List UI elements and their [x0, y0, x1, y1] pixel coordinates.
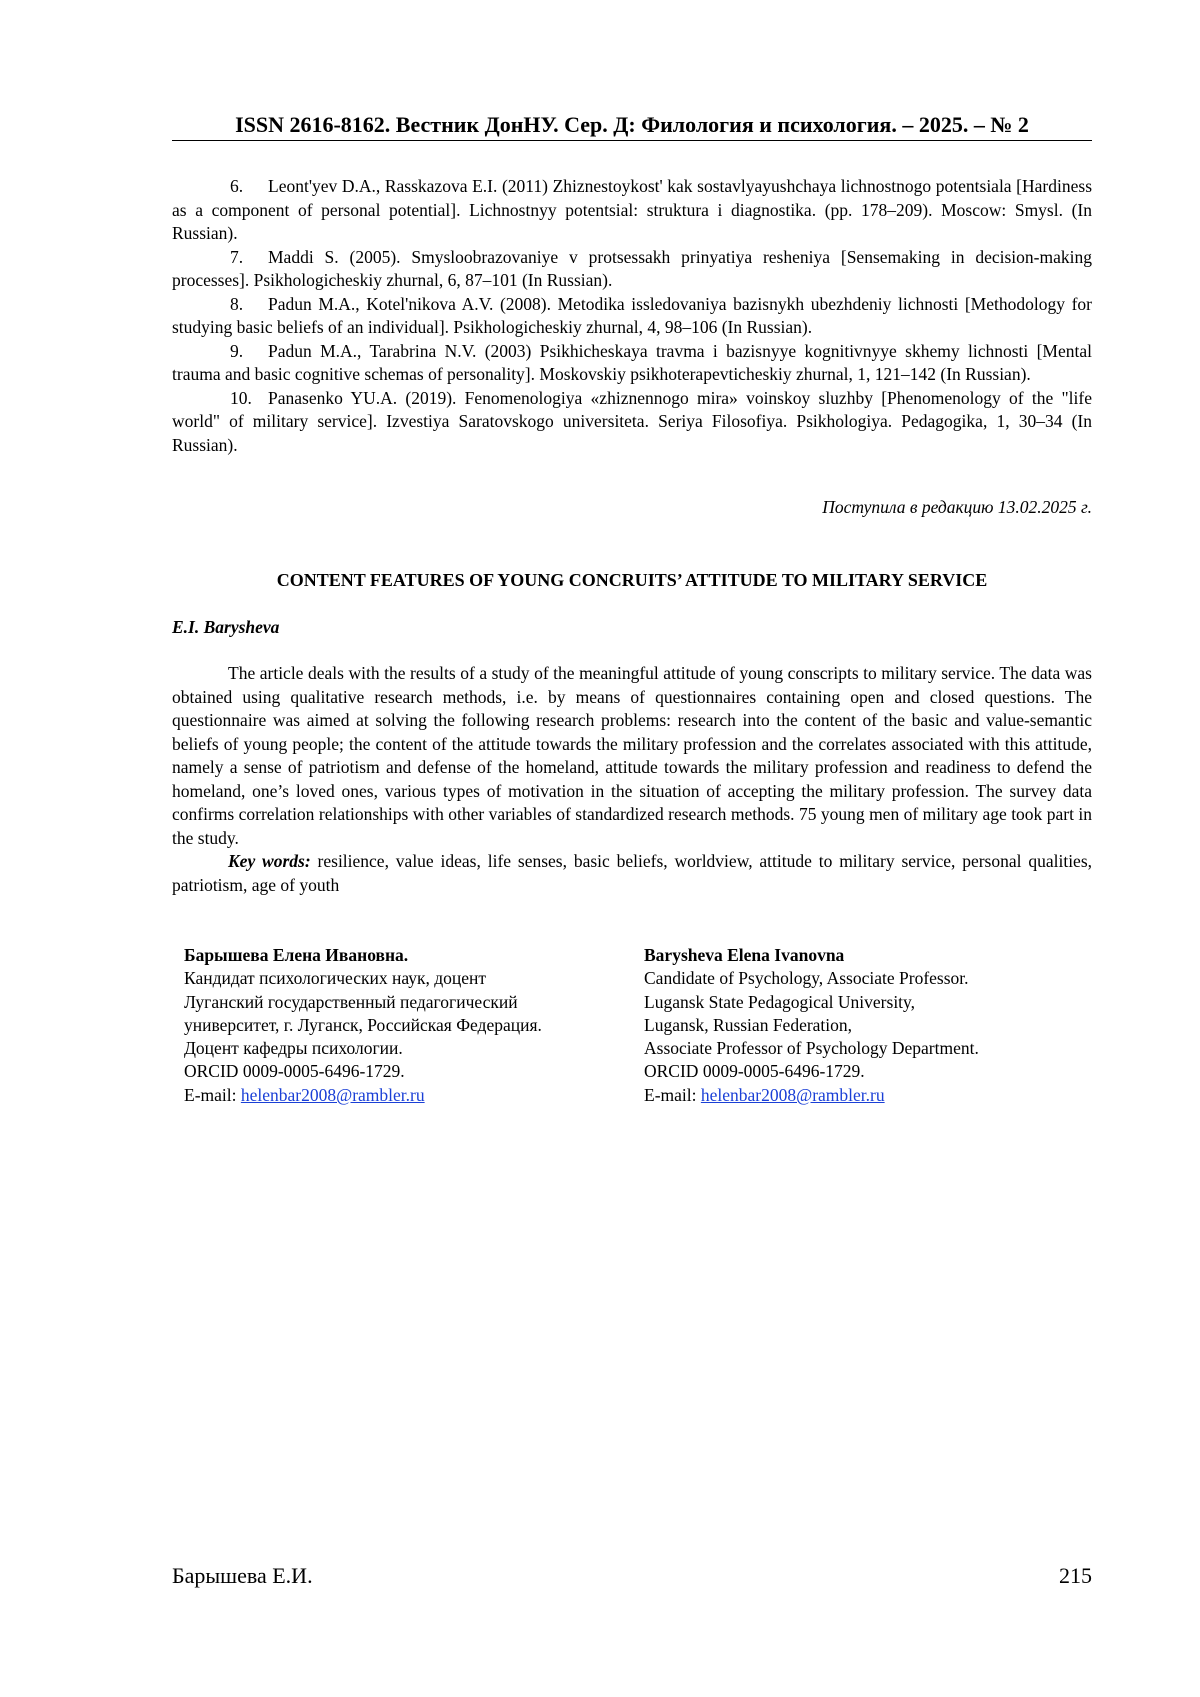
document-page	[172, 0, 1092, 1697]
keywords-text: resilience, value ideas, life senses, basic beliefs, worldview, attitude to military service, personal qualities, patriotism, age of youth	[172, 851, 1093, 895]
reference-item	[172, 293, 1092, 340]
article-title: CONTENT FEATURES OF YOUNG CONCRUITS’ ATTITUDE TO MILITARY SERVICE	[276, 570, 988, 590]
email-line	[644, 1084, 1084, 1107]
author-info-line: Lugansk State Pedagogical University,	[644, 991, 916, 1012]
reference-item	[172, 246, 1092, 293]
abstract	[172, 662, 1092, 897]
reference-list	[172, 175, 1092, 457]
author-info-line: университет, г. Луганск, Российская Федерация.	[184, 1014, 542, 1035]
article-author: E.I. Barysheva	[172, 617, 280, 637]
reference-text: Padun M.A., Kotel'nikova A.V. (2008). Metodika issledovaniya bazisnykh ubezhdeniy lichnosti [Methodology for studying basic beliefs of an individual]. Psikhologicheskiy zhurnal, 4, 98–106 (In Russian).	[172, 293, 1092, 337]
abstract-text: The article deals with the results of a study of the meaningful attitude of young conscripts to military service. The data was obtained using qualitative research methods, i.e. by means of questionnaires containing open and closed questions. The questionnaire was aimed at solving the following research problems: research into the content of the basic and value-semantic beliefs of young people; the content of the attitude towards the military profession and the correlates associated with this attitude, namely a sense of patriotism and defense of the homeland, attitude towards the military profession and readiness to defend the homeland, one’s loved ones, various types of motivation in the situation of accepting the military profession. The survey data confirms correlation relationships with other variables of standardized research methods. 75 young men of military age took part in the study.	[172, 663, 1092, 848]
reference-text: Leont'yev D.A., Rasskazova E.I. (2011) Zhiznestoykost' kak sostavlyayushchaya lichnostnogo potentsiala [Hardiness as a component of personal potential]. Lichnostnyy potentsial: struktura i diagnostika. (pp. 178–209). Moscow: Smysl. (In Russian).	[172, 176, 1092, 243]
author-info-line: Associate Professor of Psychology Department.	[644, 1038, 979, 1059]
author-info-line: Candidate of Psychology, Associate Professor.	[644, 968, 969, 989]
author-name-ru: Барышева Елена Ивановна.	[184, 945, 409, 965]
email-link[interactable]: helenbar2008@rambler.ru	[700, 1084, 885, 1105]
received-date: Поступила в редакцию 13.02.2025 г.	[822, 497, 1092, 517]
reference-item	[172, 340, 1092, 387]
page-number: 215	[1059, 1563, 1092, 1588]
email-link[interactable]: helenbar2008@rambler.ru	[240, 1084, 425, 1105]
reference-number: 9.	[230, 340, 244, 361]
author-name-en: Barysheva Elena Ivanovna	[644, 945, 845, 965]
author-info-line: Луганский государственный педагогический	[184, 991, 518, 1012]
reference-number: 7.	[230, 246, 244, 267]
reference-text: Padun M.A., Tarabrina N.V. (2003) Psikhicheskaya travma i bazisnyye kognitivnyye skhemy lichnosti [Mental trauma and basic cognitive schemas of personality]. Moskovskiy psikhoterapevticheskiy zhurnal, 1, 121–142 (In Russian).	[172, 340, 1092, 384]
footer-author: Барышева Е.И.	[172, 1563, 313, 1588]
reference-text: Maddi S. (2005). Smysloobrazovaniye v protsessakh prinyatiya resheniya [Sensemaking in decision-making processes]. Psikhologicheskiy zhurnal, 6, 87–101 (In Russian).	[172, 246, 1092, 290]
email-line	[184, 1084, 624, 1107]
author-info-line: ORCID 0009-0005-6496-1729.	[184, 1061, 405, 1082]
reference-item	[172, 175, 1092, 246]
author-info-english	[644, 944, 1084, 1107]
reference-item	[172, 387, 1092, 458]
author-info-line: Кандидат психологических наук, доцент	[184, 968, 487, 989]
keywords-paragraph	[172, 850, 1092, 897]
reference-number: 6.	[230, 176, 244, 196]
keywords-label: Key words:	[228, 851, 311, 871]
reference-number: 10.	[230, 387, 252, 408]
author-info-line: Доцент кафедры психологии.	[184, 1038, 403, 1059]
reference-number: 8.	[230, 293, 244, 314]
author-info-russian	[184, 944, 624, 1107]
author-info-line: Lugansk, Russian Federation,	[644, 1014, 853, 1035]
reference-text: Panasenko YU.A. (2019). Fenomenologiya «zhiznennogo mira» voinskoy sluzhby [Phenomenology of the "life world" of military service]. Izvestiya Saratovskogo universiteta. Seriya Filosofiya. Psikhologiya. Pedagogika, 1, 30–34 (In Russian).	[172, 387, 1092, 455]
email-label: E-mail:	[184, 1084, 241, 1105]
author-info-line: ORCID 0009-0005-6496-1729.	[644, 1061, 865, 1082]
email-label: E-mail:	[644, 1084, 701, 1105]
journal-header: ISSN 2616-8162. Вестник ДонНУ. Сер. Д: Филология и психология. – 2025. – № 2	[172, 112, 1092, 141]
